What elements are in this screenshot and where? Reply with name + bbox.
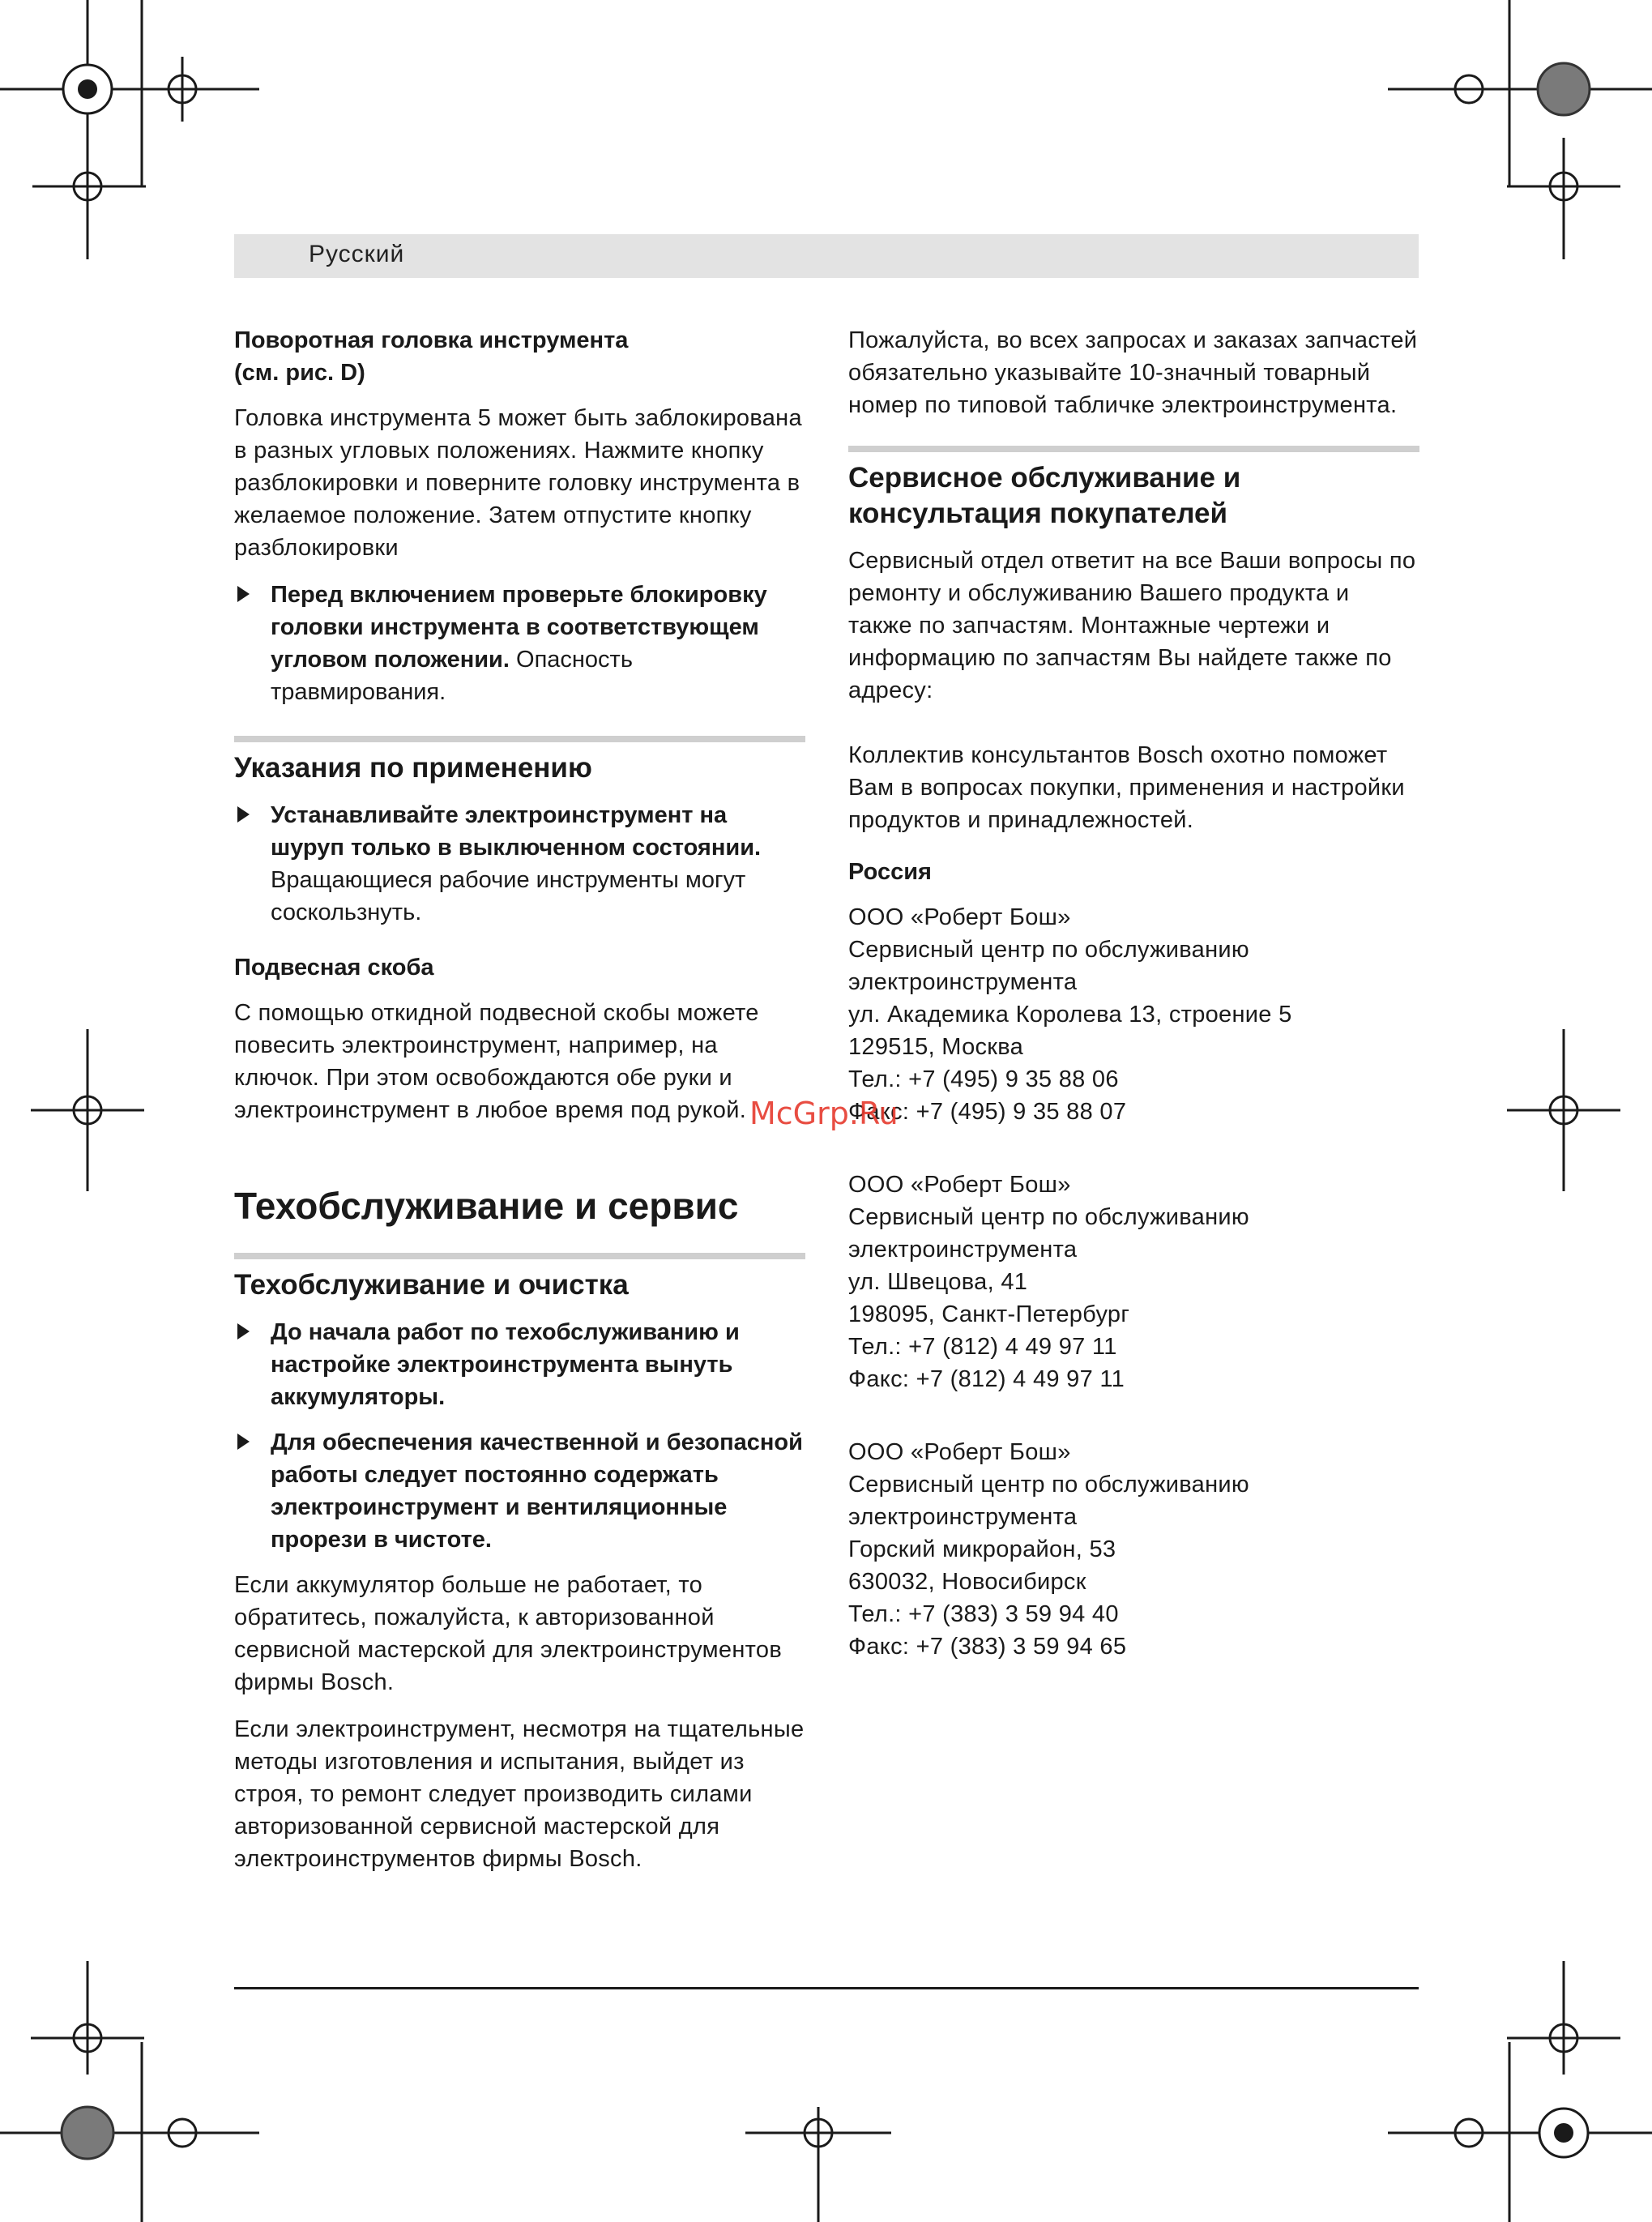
bullet-text: Опасность травмирования. [271, 647, 633, 705]
country-label: Россия [848, 859, 932, 885]
address-city: 630032, Новосибирск [848, 1569, 1086, 1595]
warning-bullet [234, 579, 805, 708]
address-fax: Факс: +7 (812) 4 49 97 11 [848, 1366, 1125, 1392]
address-company: ООО «Роберт Бош» [848, 904, 1071, 930]
section-title-usage: Указания по применению [234, 736, 805, 786]
registration-mark-icon [0, 0, 259, 186]
bullet-bold-text: Перед включением проверьте блокировку головки инструмента в соответствующем угловом положении. [271, 582, 767, 673]
section-title-line: Сервисное обслуживание и [848, 462, 1241, 494]
address-fax: Факс: +7 (495) 9 35 88 07 [848, 1099, 1127, 1125]
subsection-title-hook: Подвесная скоба [234, 955, 434, 981]
bullet-text: Вращающиеся рабочие инструменты могут соскользнуть. [271, 867, 746, 925]
address-street: ул. Академика Королева 13, строение 5 [848, 1002, 1292, 1028]
address-line: Сервисный центр по обслуживанию [848, 1204, 1249, 1230]
registration-mark-icon [31, 1961, 144, 2075]
paragraph: С помощью откидной подвесной скобы можете повесить электроинструмент, например, на ключок. При этом освобождаются обе руки и электроинструмент в любое время под рукой. [234, 1000, 759, 1123]
section-title-cleaning: Техобслуживание и очистка [234, 1253, 805, 1303]
bullet-triangle-icon [237, 1434, 250, 1450]
bullet-bold-text: Для обеспечения качественной и безопасной работы следует постоянно содержать электроинструмент и вентиляционные прорези в чистоте. [271, 1429, 803, 1553]
address-company: ООО «Роберт Бош» [848, 1172, 1071, 1198]
address-phone: Тел.: +7 (495) 9 35 88 06 [848, 1066, 1119, 1092]
registration-mark-icon [1388, 2042, 1652, 2222]
address-city: 129515, Москва [848, 1034, 1024, 1060]
paragraph: Если электроинструмент, несмотря на тщательные методы изготовления и испытания, выйдет из строя, то ремонт следует производить силами авторизованной сервисной мастерской для электроинструментов фирмы Bosch. [234, 1716, 805, 1872]
address-block [848, 1169, 1419, 1395]
chapter-title-maintenance: Техобслуживание и сервис [234, 1185, 739, 1227]
section-title-rotary-head [234, 324, 805, 389]
registration-mark-icon [1507, 1029, 1620, 1191]
registration-mark-icon [1507, 1961, 1620, 2075]
address-block [848, 1436, 1419, 1663]
left-column [234, 324, 805, 1890]
address-line: электроинструмента [848, 969, 1078, 995]
paragraph: Головка инструмента 5 может быть заблокирована в разных угловых положениях. Нажмите кнопку разблокировки и поверните головку инструмента в желаемое положение. Затем отпустите кнопку разблокировки [234, 405, 802, 561]
paragraph: Пожалуйста, во всех запросах и заказах запчастей обязательно указывайте 10-значный товарный номер по типовой табличке электроинструмента. [848, 327, 1418, 418]
footer-divider [234, 1987, 1419, 1989]
paragraph: Коллектив консультантов Bosch охотно поможет Вам в вопросах покупки, применения и настройки продуктов и принадлежностей. [848, 742, 1405, 833]
address-line: Сервисный центр по обслуживанию [848, 1472, 1249, 1498]
address-phone: Тел.: +7 (812) 4 49 97 11 [848, 1334, 1117, 1360]
address-block [848, 901, 1419, 1128]
warning-bullet [234, 799, 805, 929]
warning-bullet [234, 1316, 805, 1413]
warning-bullet [234, 1426, 805, 1556]
section-title-service [848, 446, 1419, 532]
section-title-line: (см. рис. D) [234, 360, 365, 386]
bullet-triangle-icon [237, 806, 250, 823]
address-line: электроинструмента [848, 1504, 1078, 1530]
right-column [848, 324, 1419, 1703]
paragraph: Сервисный отдел ответит на все Ваши вопросы по ремонту и обслуживанию Вашего продукта и также по запчастям. Монтажные чертежи и информацию по запчастям Вы найдете также по адресу: [848, 548, 1416, 703]
paragraph: Если аккумулятор больше не работает, то обратитесь, пожалуйста, к авторизованной сервисной мастерской для электроинструментов фирмы Bosch. [234, 1572, 783, 1695]
bullet-triangle-icon [237, 1323, 250, 1340]
address-fax: Факс: +7 (383) 3 59 94 65 [848, 1634, 1127, 1660]
address-company: ООО «Роберт Бош» [848, 1439, 1071, 1465]
section-title-line: консультация покупателей [848, 498, 1227, 529]
registration-mark-icon [31, 1029, 144, 1191]
address-line: Сервисный центр по обслуживанию [848, 937, 1249, 963]
language-label: Русский [309, 241, 405, 267]
address-phone: Тел.: +7 (383) 3 59 94 40 [848, 1601, 1119, 1627]
bullet-triangle-icon [237, 586, 250, 602]
bullet-bold-text: Устанавливайте электроинструмент на шуруп только в выключенном состоянии. [271, 802, 762, 861]
address-street: ул. Швецова, 41 [848, 1269, 1028, 1295]
watermark: McGrp.Ru [749, 1096, 899, 1131]
section-title-line: Поворотная головка инструмента [234, 327, 629, 353]
registration-mark-icon [32, 0, 146, 259]
registration-mark-icon [1507, 138, 1620, 259]
registration-mark-icon [1388, 0, 1652, 186]
registration-mark-icon [745, 2107, 891, 2222]
address-line: электроинструмента [848, 1237, 1078, 1263]
language-header-bar [234, 234, 1419, 278]
registration-mark-icon [0, 2042, 259, 2222]
address-city: 198095, Санкт-Петербург [848, 1301, 1130, 1327]
bullet-bold-text: До начала работ по техобслуживанию и настройке электроинструмента вынуть аккумуляторы. [271, 1319, 740, 1410]
address-street: Горский микрорайон, 53 [848, 1536, 1116, 1562]
